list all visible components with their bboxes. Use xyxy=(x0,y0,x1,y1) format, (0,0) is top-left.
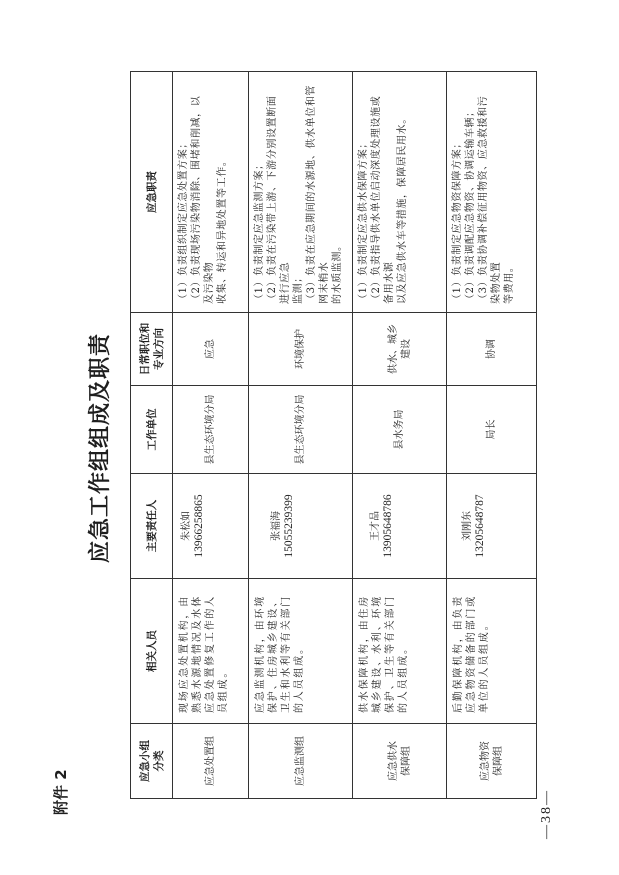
duties-cell xyxy=(249,72,353,313)
members-line: 应急监测机构，由环境 xyxy=(255,595,266,713)
leader-name: 王才品 xyxy=(369,511,381,541)
table-head xyxy=(131,72,173,799)
duties-line: 的水质监测。 xyxy=(332,240,343,304)
group-line: 保障组 xyxy=(400,746,412,776)
leader-phone: 13966258865 xyxy=(192,494,205,558)
members-cell xyxy=(173,579,249,724)
duties-cell xyxy=(173,72,249,313)
members-line: 卫生和水利等有关部门 xyxy=(281,595,292,713)
position-cell xyxy=(447,313,537,386)
attachment-label: 附件 2 xyxy=(52,769,70,815)
members-line: 应急物资储备的部门或 xyxy=(466,595,477,713)
duties-line: （2）负责在污染带上游、下游分别设置断面 xyxy=(267,95,278,304)
members-line: 保护、住房城乡建设、 xyxy=(268,595,279,713)
position-line: 建设 xyxy=(400,339,412,359)
header-line: 日常职位和 xyxy=(138,322,151,376)
duties-line: 进行应急 xyxy=(280,261,291,304)
unit-cell xyxy=(447,386,537,474)
duties-cell xyxy=(353,72,447,313)
group-cell xyxy=(353,724,447,799)
members-line: 供水保障机构，由住房 xyxy=(359,595,370,713)
leader-name: 张福海 xyxy=(270,511,282,541)
members-line: 单位的人员组成。 xyxy=(479,618,490,713)
duties-cell xyxy=(447,72,537,313)
duties-line: 收集、转运和异地处置等工作。 xyxy=(217,155,228,304)
members-cell xyxy=(249,579,353,724)
members-line: 应急处置修复工作的人 xyxy=(205,595,216,713)
header-line: 应急职责 xyxy=(145,171,158,213)
position-line: 应急 xyxy=(205,339,216,359)
position-line: 环境保护 xyxy=(295,329,306,369)
unit-cell xyxy=(173,386,249,474)
duties-line: （1）负责组织制定应急处置方案； xyxy=(178,138,189,304)
table-row xyxy=(173,72,249,799)
emergency-group-table xyxy=(130,71,537,799)
duties-line: （3）负责协调补偿征用物资、应急救援和污 xyxy=(478,95,489,304)
leader-cell xyxy=(249,474,353,579)
header-line: 应急小组 xyxy=(138,740,151,782)
leader-phone: 13905648786 xyxy=(381,494,394,558)
duties-line: （1）负责制定应急供水保障方案； xyxy=(358,138,369,304)
header-line: 主要责任人 xyxy=(145,499,158,553)
members-line: 后勤保障机构，由负责 xyxy=(453,595,464,713)
table-body xyxy=(173,72,537,799)
leader-name: 刘刚东 xyxy=(461,511,473,541)
group-cell xyxy=(173,724,249,799)
duties-line: 以及应急供水车等措施，保障居民用水。 xyxy=(397,113,408,304)
unit-line: 县生态环境分局 xyxy=(205,394,216,465)
members-line: 的人员组成。 xyxy=(398,642,409,713)
duties-line: 网末梢水 xyxy=(319,261,330,304)
duties-line: （1）负责制定应急物资保障方案； xyxy=(452,138,463,304)
position-cell xyxy=(173,313,249,386)
header-duties xyxy=(131,72,173,313)
table-row xyxy=(249,72,353,799)
page-number: —38— xyxy=(539,789,554,839)
duties-line: （2）负责调配应急物资、协调运输车辆； xyxy=(465,106,476,304)
header-line: 专业方向 xyxy=(152,328,165,370)
table-row xyxy=(447,72,537,799)
duties-line: 等费用。 xyxy=(504,261,515,304)
members-line: 保护、卫生等有关部门 xyxy=(385,595,396,713)
duties-line: （1）负责制定应急监测方案； xyxy=(254,159,265,304)
header-unit xyxy=(131,386,173,474)
leader-cell xyxy=(353,474,447,579)
group-line: 应急监测组 xyxy=(295,736,306,786)
header-position xyxy=(131,313,173,386)
group-cell xyxy=(447,724,537,799)
duties-line: （2）负责指导供水单位启动深度处理设施或 xyxy=(371,95,382,304)
members-line: 熟悉水源地情况及水体 xyxy=(192,595,203,713)
header-line: 分类 xyxy=(152,750,165,772)
members-cell xyxy=(353,579,447,724)
leader-phone: 15055239399 xyxy=(282,494,295,558)
leader-cell xyxy=(173,474,249,579)
position-line: 供水、城乡 xyxy=(387,324,399,374)
unit-cell xyxy=(249,386,353,474)
unit-cell xyxy=(353,386,447,474)
group-cell xyxy=(249,724,353,799)
header-line: 相关人员 xyxy=(145,630,158,672)
position-line: 协调 xyxy=(486,339,497,359)
header-group-category xyxy=(131,724,173,799)
leader-phone: 13205648787 xyxy=(473,494,486,558)
members-line: 城乡建设、水利、环境 xyxy=(372,595,383,713)
header-line: 工作单位 xyxy=(145,408,158,451)
unit-line: 局长 xyxy=(486,419,497,440)
duties-line: 染物处置 xyxy=(491,261,502,304)
header-leader xyxy=(131,474,173,579)
duties-line: （3）负责在应急期间的水源地、供水单位和管 xyxy=(306,85,317,304)
page-title: 应急工作组组成及职责 xyxy=(87,332,113,563)
unit-line: 县生态环境分局 xyxy=(295,394,306,465)
members-cell xyxy=(447,579,537,724)
group-line: 应急处置组 xyxy=(205,736,216,786)
table-header-row xyxy=(131,72,173,799)
position-cell xyxy=(249,313,353,386)
header-members xyxy=(131,579,173,724)
duties-line: 及污染物 xyxy=(204,261,215,304)
position-cell xyxy=(353,313,447,386)
group-line: 应急物资 xyxy=(479,741,491,781)
table-row xyxy=(353,72,447,799)
members-line: 现场应急处置机构，由 xyxy=(179,595,190,713)
group-line: 保障组 xyxy=(492,746,504,776)
unit-line: 县水务局 xyxy=(394,409,405,450)
members-line: 的人员组成。 xyxy=(294,642,305,713)
duties-line: （2）负责现场污染物消除、围堵和削减，以 xyxy=(191,95,202,304)
duties-line: 备用水源 xyxy=(384,261,395,304)
leader-name: 朱松如 xyxy=(180,511,192,541)
group-line: 应急供水 xyxy=(387,741,399,781)
leader-cell xyxy=(447,474,537,579)
duties-line: 监测； xyxy=(293,272,304,304)
members-line: 员组成。 xyxy=(218,665,229,713)
